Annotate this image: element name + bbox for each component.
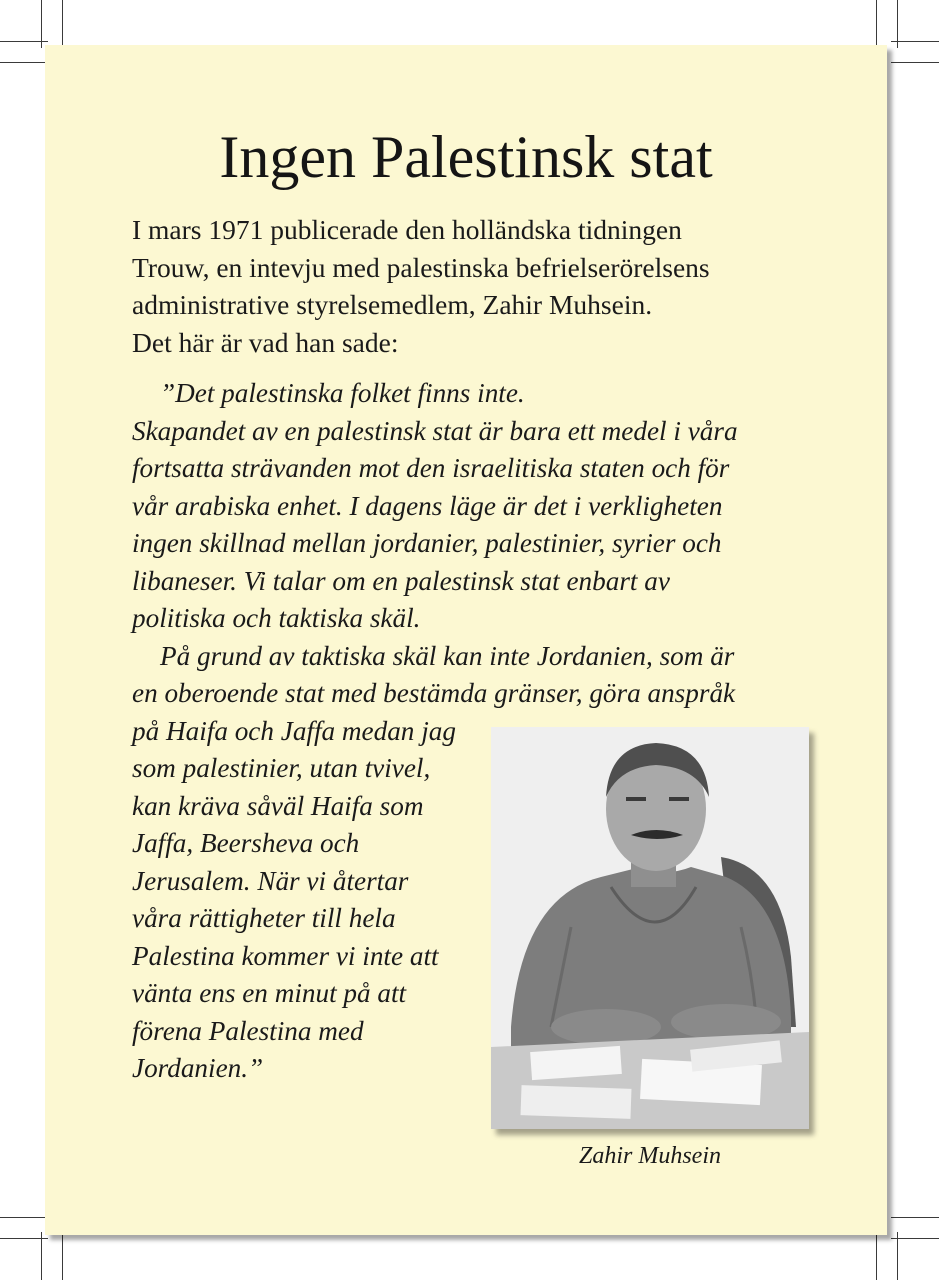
document-page — [45, 45, 887, 1235]
quote-line: Skapandet av en palestinsk stat är bara ett medel i våra — [132, 415, 738, 446]
crop-mark — [0, 62, 48, 63]
intro-line: administrative styrelsemedlem, Zahir Muhsein. — [132, 289, 653, 320]
crop-mark — [891, 1238, 939, 1239]
quote-line: ingen skillnad mellan jordanier, palestinier, syrier och — [132, 528, 722, 558]
crop-mark — [891, 41, 939, 42]
crop-mark — [891, 62, 939, 63]
intro-paragraph — [132, 211, 832, 361]
quote-line: på Haifa och Jaffa medan jag — [132, 715, 456, 746]
portrait-photo — [491, 727, 809, 1129]
quote-line: libaneser. Vi talar om en palestinsk stat enbart av — [132, 565, 670, 596]
photo-caption: Zahir Muhsein — [578, 1143, 721, 1169]
crop-mark — [891, 1217, 939, 1218]
crop-mark — [897, 1232, 898, 1280]
quote-line: en oberoende stat med bestämda gränser, göra anspråk — [132, 678, 736, 708]
intro-line: I mars 1971 publicerade den holländska tidningen — [132, 214, 682, 245]
crop-mark — [0, 41, 48, 42]
quote-line: fortsatta strävanden mot den israelitiska staten och för — [132, 453, 730, 483]
crop-mark — [62, 1232, 63, 1280]
quote-line: våra rättigheter till hela — [132, 903, 396, 933]
crop-mark — [62, 0, 63, 48]
intro-line: Trouw, en intevju med palestinska befrielserörelsens — [132, 251, 710, 283]
quote-line: kan kräva såväl Haifa som — [132, 790, 424, 821]
quote-line: Jordanien.” — [132, 1053, 264, 1083]
quote-line: vänta ens en minut på att — [132, 978, 407, 1008]
quote-line: Jaffa, Beersheva och — [132, 828, 360, 858]
crop-mark — [876, 0, 877, 48]
quote-line: Jerusalem. När vi återtar — [132, 865, 409, 896]
quote-line: På grund av taktiska skäl kan inte Jordanien, som är — [160, 640, 735, 671]
quote-line: ”Det palestinska folket finns inte. — [160, 378, 525, 408]
intro-line: Det här är vad han sade: — [132, 326, 399, 358]
crop-mark — [41, 1232, 42, 1280]
crop-mark — [876, 1232, 877, 1280]
crop-mark — [0, 1238, 48, 1239]
quote-line: Palestina kommer vi inte att — [132, 940, 439, 971]
quote-line: vår arabiska enhet. I dagens läge är det i verkligheten — [132, 490, 723, 521]
page-title: Ingen Palestinsk stat — [219, 124, 713, 190]
quote-line: politiska och taktiska skäl. — [132, 603, 421, 633]
crop-mark — [0, 1217, 48, 1218]
quote-line: som palestinier, utan tvivel, — [132, 753, 431, 783]
quote-line: förena Palestina med — [132, 1015, 364, 1046]
